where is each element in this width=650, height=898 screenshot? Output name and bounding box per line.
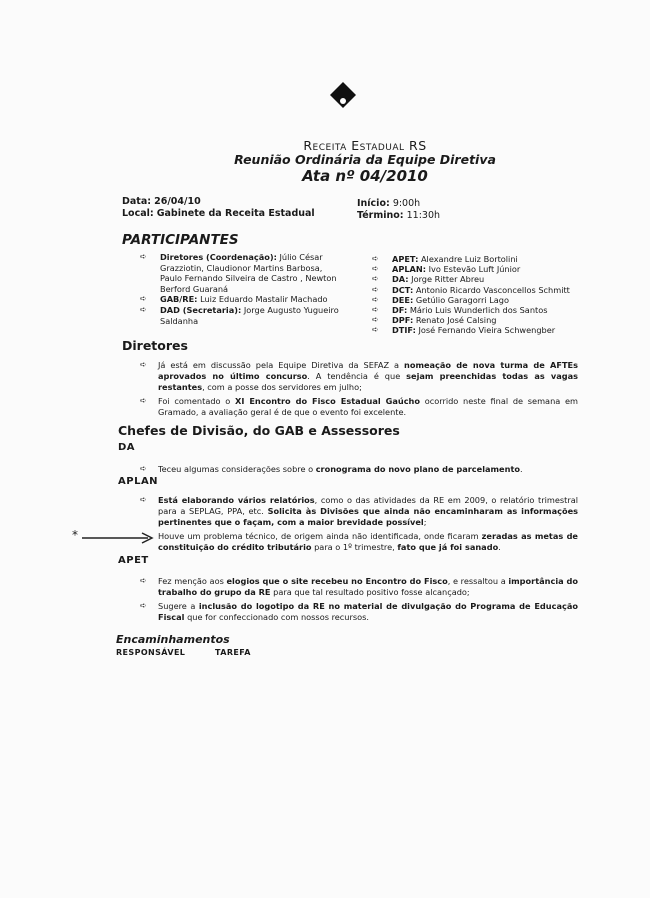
participants-left: [140, 252, 340, 326]
arrow-bullet-icon: ➪: [140, 464, 147, 473]
participant-role: DA:: [392, 274, 409, 285]
participant-role: DCT:: [392, 284, 414, 295]
participant-names: Ivo Estevão Luft Júnior: [426, 264, 521, 275]
end-line: [357, 210, 440, 221]
end-value: 11:30h: [406, 210, 441, 221]
participant-role: DEE:: [392, 294, 414, 305]
apet-paragraph-1: Fez menção aos elogios que o site recebeu no Encontro do Fisco, e ressaltou a importância do trabalho do grupo da RE para que tal resultado positivo fosse alcançado;: [158, 576, 579, 597]
start-label: Início:: [357, 198, 390, 209]
location-line: [122, 208, 315, 219]
participant-names: José Fernando Vieira Schwengber: [415, 325, 556, 336]
start-line: [357, 198, 420, 209]
location-value: Gabinete da Receita Estadual: [156, 208, 315, 219]
ata-number: Ata nº 04/2010: [302, 167, 428, 185]
participant-entry: [372, 264, 592, 274]
participant-entry: [140, 305, 340, 326]
participant-entry: [372, 325, 592, 335]
da-heading: DA: [118, 442, 136, 453]
participant-role: Diretores (Coordenação):: [160, 252, 277, 262]
directors-paragraph-2: Foi comentado o XI Encontro do Fisco Estadual Gaúcho ocorrido neste final de semana em Gramado, a avaliação geral é de que o evento foi excelente.: [158, 396, 578, 417]
arrow-bullet-icon: ➪: [372, 294, 379, 304]
meeting-title: Reunião Ordinária da Equipe Diretiva: [234, 152, 496, 167]
apet-heading: APET: [118, 555, 149, 566]
arrow-bullet-icon: ➪: [140, 396, 147, 405]
column-header-responsavel: RESPONSÁVEL: [116, 648, 186, 657]
participant-entry: [140, 252, 340, 294]
arrow-bullet-icon: ➪: [140, 495, 147, 504]
participant-entry: [372, 285, 592, 295]
arrow-bullet-icon: ➪: [372, 284, 379, 294]
participant-role: APLAN:: [392, 264, 427, 275]
date-line: [122, 196, 201, 207]
directors-heading: Diretores: [122, 338, 188, 353]
aplan-heading: APLAN: [118, 476, 159, 487]
end-label: Término:: [357, 210, 404, 221]
aplan-paragraph-1: Está elaborando vários relatórios, como o das atividades da RE em 2009, o relatório trimestral para a SEPLAG, PPA, etc. Solicita às Divisões que ainda não encaminharam as informações pertinentes que o façam, com a maior brevidade possível;: [158, 495, 579, 527]
participant-role: GAB/RE:: [160, 294, 198, 305]
org-name: Receita Estadual RS: [303, 138, 427, 153]
chefes-heading: Chefes de Divisão, do GAB e Assessores: [118, 423, 400, 438]
arrow-bullet-icon: ➪: [372, 274, 379, 284]
arrow-bullet-icon: ➪: [372, 315, 379, 325]
participant-entry: [372, 305, 592, 315]
participant-names: Alexandre Luiz Bortolini: [418, 254, 518, 264]
participant-names: Mário Luis Wunderlich dos Santos: [407, 305, 548, 316]
participants-right: [372, 254, 592, 336]
handwritten-arrow-annotation: [72, 530, 156, 549]
arrow-bullet-icon: ➪: [372, 325, 379, 335]
participant-role: DTIF:: [392, 325, 416, 336]
apet-paragraph-2: Sugere a inclusão do logotipo da RE no material de divulgação do Programa de Educação Fiscal que for confeccionado com nossos recursos.: [158, 601, 578, 622]
participant-names: Luiz Eduardo Mastalir Machado: [197, 294, 328, 305]
arrow-bullet-icon: ➪: [140, 360, 147, 369]
start-value: 9:00h: [392, 198, 421, 209]
arrow-bullet-icon: ➪: [372, 264, 379, 274]
participant-role: APET:: [392, 254, 419, 264]
date-label: Data:: [122, 196, 152, 207]
participants-heading: PARTICIPANTES: [122, 232, 239, 248]
arrow-bullet-icon: ➪: [372, 254, 379, 263]
participant-entry: [372, 315, 592, 325]
participant-names: Jorge Augusto Yugueiro Saldanha: [160, 304, 339, 326]
date-value: 26/04/10: [154, 196, 201, 207]
participant-entry: [372, 254, 592, 264]
participant-entry: [372, 295, 592, 305]
arrow-bullet-icon: ➪: [140, 601, 147, 610]
arrow-bullet-icon: ➪: [140, 294, 147, 304]
participant-role: DAD (Secretaria):: [160, 304, 242, 315]
participant-entry: [372, 274, 592, 284]
hand-drawn-arrow-icon: [72, 531, 156, 545]
location-label: Local:: [122, 208, 154, 219]
participant-names: Getúlio Garagorri Lago: [413, 294, 510, 305]
participant-role: DF:: [392, 305, 408, 316]
receita-logo-icon: [330, 82, 356, 108]
participant-names: Júlio César Grazziotin, Claudionor Martins Barbosa, Paulo Fernando Silveira de Castro , Newton Berford Guaraná: [160, 252, 337, 294]
annotation-star: *: [72, 528, 78, 542]
encaminhamentos-heading: Encaminhamentos: [116, 633, 230, 646]
column-header-tarefa: TAREFA: [215, 648, 251, 657]
participant-entry: [140, 294, 340, 305]
arrow-bullet-icon: ➪: [140, 304, 147, 314]
da-paragraph: Teceu algumas considerações sobre o cronograma do novo plano de parcelamento.: [158, 464, 523, 474]
arrow-bullet-icon: ➪: [140, 252, 147, 261]
participant-names: Jorge Ritter Abreu: [408, 274, 485, 285]
directors-paragraph-1: Já está em discussão pela Equipe Diretiva da SEFAZ a nomeação de nova turma de AFTEs aprovados no último concurso. A tendência é que sejam preenchidas todas as vagas restantes, com a posse dos servidores em julho;: [158, 360, 578, 392]
participant-names: Renato José Calsing: [413, 315, 497, 326]
participant-names: Antonio Ricardo Vasconcellos Schmitt: [413, 284, 570, 295]
arrow-bullet-icon: ➪: [372, 305, 379, 315]
aplan-paragraph-2: Houve um problema técnico, de origem ainda não identificada, onde ficaram zeradas as metas de constituição do crédito tributário para o 1º trimestre, fato que já foi sanado.: [158, 531, 578, 552]
participant-role: DPF:: [392, 315, 414, 326]
arrow-bullet-icon: ➪: [140, 576, 147, 585]
